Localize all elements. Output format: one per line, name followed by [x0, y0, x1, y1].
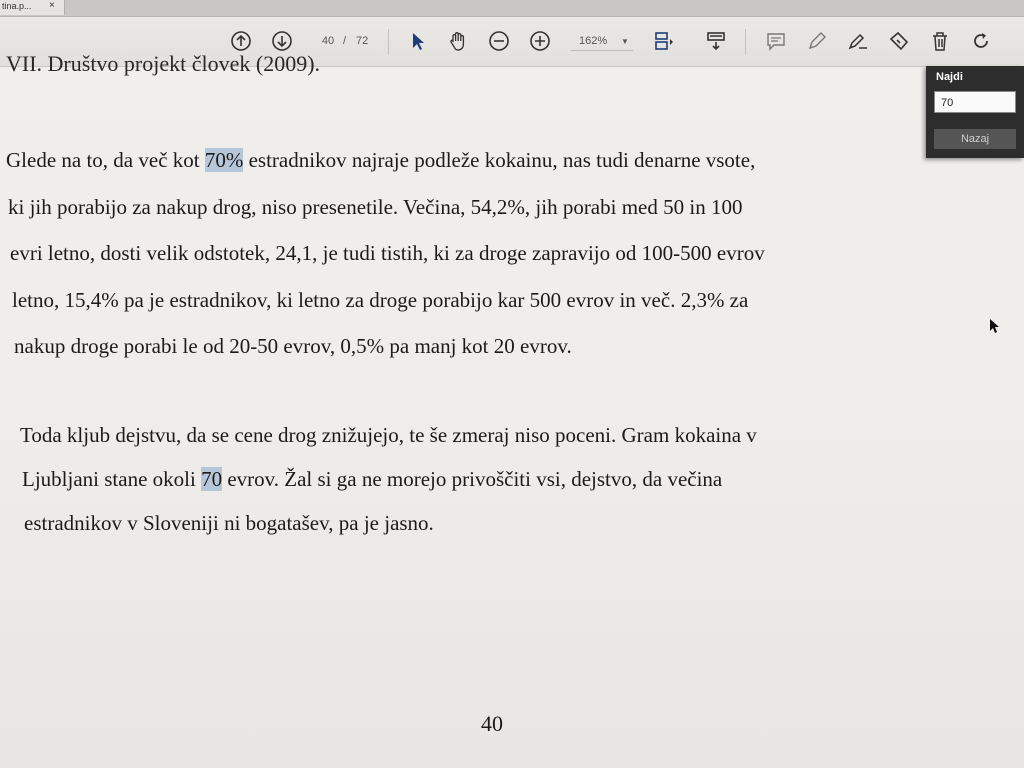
paragraph-1-line-3: evri letno, dosti velik odstotek, 24,1, je tudi tistih, ki za droge zapravijo od 100-500 evrov [10, 241, 765, 265]
find-input[interactable]: 70 [934, 91, 1016, 113]
find-title: Najdi [936, 71, 963, 83]
paragraph-2-line-2 [22, 466, 722, 492]
fit-page-icon[interactable] [652, 29, 676, 53]
text-segment: evrov. Žal si ga ne morejo privoščiti vsi, dejstvo, da večina [222, 467, 723, 491]
text-segment: Glede na to, da več kot [6, 148, 205, 172]
page-number-input[interactable]: 40 [321, 35, 335, 47]
zoom-out-icon[interactable] [487, 29, 511, 53]
text-segment: Ljubljani stane okoli [22, 467, 202, 491]
zoom-select[interactable] [571, 33, 633, 51]
paragraph-1-line-2: ki jih porabijo za nakup drog, niso presenetile. Večina, 54,2%, jih porabi med 50 in 100 [8, 195, 743, 219]
search-highlight: 70 [201, 467, 223, 491]
select-arrow-icon[interactable] [405, 29, 429, 53]
page-separator: / [343, 35, 347, 47]
hand-tool-icon[interactable] [446, 29, 470, 53]
cutoff-heading: VII. Društvo projekt človek (2009). [6, 51, 321, 76]
comment-icon[interactable] [764, 29, 788, 53]
paragraph-2-line-1: Toda kljub dejstvu, da se cene drog znižujejo, te še zmeraj niso poceni. Gram kokaina v [20, 423, 757, 447]
toolbar-divider [388, 29, 389, 55]
chevron-down-icon: ▼ [621, 37, 629, 46]
page-number: 40 [481, 711, 503, 736]
sign-icon[interactable] [846, 29, 870, 53]
page-total: 72 [356, 35, 369, 47]
trash-icon[interactable] [928, 29, 952, 53]
paragraph-1-line-1 [6, 147, 755, 173]
scroll-mode-icon[interactable] [704, 29, 728, 53]
stamp-icon[interactable] [887, 29, 911, 53]
document-page [0, 51, 1024, 768]
paragraph-2-line-3: estradnikov v Sloveniji ni bogatašev, pa je jasno. [24, 511, 434, 535]
mouse-cursor-icon [989, 318, 1001, 339]
zoom-in-icon[interactable] [528, 29, 552, 53]
rotate-icon[interactable] [969, 29, 993, 53]
toolbar-divider [745, 29, 746, 55]
zoom-value: 162% [579, 35, 608, 47]
next-page-icon[interactable] [270, 29, 294, 53]
tab-strip [0, 0, 1024, 17]
document-tab[interactable] [0, 0, 65, 15]
prev-page-icon[interactable] [229, 29, 253, 53]
paragraph-1-line-4: letno, 15,4% pa je estradnikov, ki letno za droge porabijo kar 500 evrov in več. 2,3% za [12, 288, 749, 312]
tab-title: tina.p... [2, 1, 32, 11]
search-highlight: 70% [204, 148, 244, 172]
text-segment: estradnikov najraje podleže kokainu, nas tudi denarne vsote, [243, 148, 756, 172]
pen-icon[interactable] [805, 29, 829, 53]
find-panel [926, 66, 1024, 158]
paragraph-1-line-5: nakup droge porabi le od 20-50 evrov, 0,5% pa manj kot 20 evrov. [14, 334, 572, 358]
back-button[interactable]: Nazaj [934, 129, 1016, 149]
close-tab-icon[interactable]: × [49, 0, 55, 11]
